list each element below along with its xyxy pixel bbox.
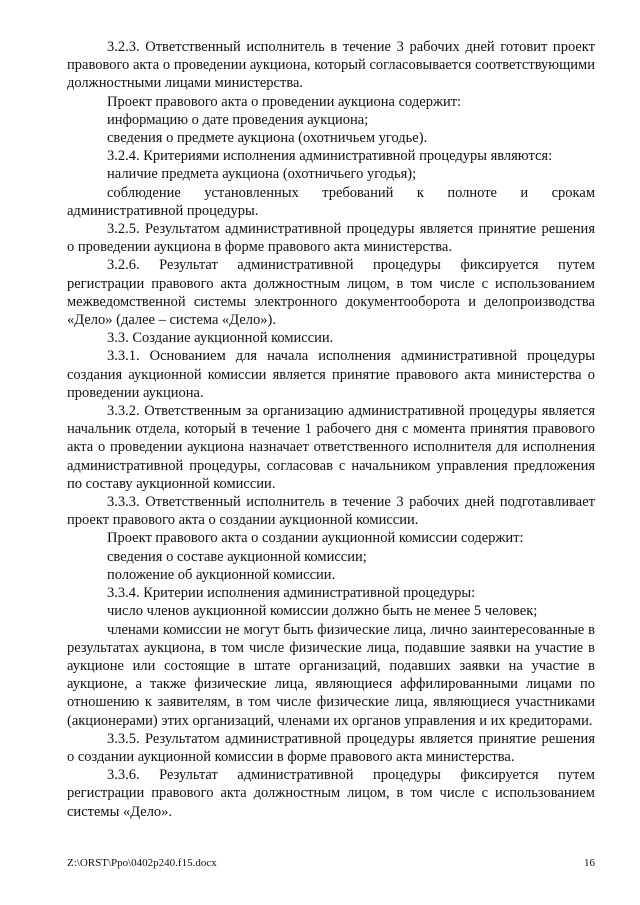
paragraph: членами комиссии не могут быть физические лица, лично заинтересованные в результатах аукциона, в том числе физические лица, подавшие заявки на участие в аукционе или состоящие в штате организаций, подавших заявки на участие в аукционе, а также физические лица, являющиеся аффилированными лицами по отношению к заявителям, в том числе физические лица, являющиеся участниками (акционерами) этих организаций, членами их органов управления и их кредиторами. bbox=[67, 621, 595, 729]
paragraph: 3.3.4. Критерии исполнения административной процедуры: bbox=[107, 585, 476, 602]
paragraph: соблюдение установленных требований к полноте и срокам административной процедуры. bbox=[67, 184, 595, 219]
paragraph: 3.3.2. Ответственным за организацию административной процедуры является начальник отдела, который в течение 1 рабочего дня с момента принятия правового акта о проведении аукциона назначает ответственного исполнителя для исполнения административной процедуры, согласовав с начальником управления предложения по составу аукционной комиссии. bbox=[67, 403, 595, 492]
section-heading: 3.3. Создание аукционной комиссии. bbox=[107, 330, 334, 347]
page-number: 16 bbox=[584, 857, 595, 869]
paragraph: 3.2.5. Результатом административной процедуры является принятие решения о проведении аукциона в форме правового акта министерства. bbox=[67, 221, 595, 256]
paragraph: сведения о предмете аукциона (охотничьем угодье). bbox=[107, 130, 428, 147]
paragraph: 3.3.3. Ответственный исполнитель в течение 3 рабочих дней подготавливает проект правового акта о создании аукционной комиссии. bbox=[67, 494, 595, 529]
paragraph: 3.3.5. Результатом административной процедуры является принятие решения о создании аукционной комиссии в форме правового акта министерства. bbox=[67, 730, 595, 765]
paragraph: 3.2.3. Ответственный исполнитель в течение 3 рабочих дней готовит проект правового акта о проведении аукциона, который согласовывается соответствующими должностными лицами министерства. bbox=[67, 39, 595, 92]
paragraph: сведения о составе аукционной комиссии; bbox=[107, 548, 367, 565]
paragraph: 3.2.4. Критериями исполнения административной процедуры являются: bbox=[107, 148, 553, 165]
paragraph: число членов аукционной комиссии должно быть не менее 5 человек; bbox=[107, 603, 538, 620]
paragraph: Проект правового акта о проведении аукциона содержит: bbox=[107, 93, 462, 110]
paragraph: 3.3.1. Основанием для начала исполнения административной процедуры создания аукционной комиссии является принятие правового акта министерства о проведении аукциона. bbox=[67, 348, 595, 401]
paragraph: наличие предмета аукциона (охотничьего угодья); bbox=[107, 166, 417, 183]
paragraph: Проект правового акта о создании аукционной комиссии содержит: bbox=[107, 530, 524, 547]
footer-file-path: Z:\ORST\Ppo\0402p240.f15.docx bbox=[67, 857, 217, 869]
paragraph: положение об аукционной комиссии. bbox=[107, 566, 336, 583]
paragraph: информацию о дате проведения аукциона; bbox=[107, 111, 369, 128]
paragraph: 3.2.6. Результат административной процедуры фиксируется путем регистрации правового акта должностным лицом, в том числе с использованием межведомственной системы электронного документооборота и делопроизводства «Дело» (далее – система «Дело»). bbox=[67, 257, 595, 329]
document-body bbox=[67, 38, 595, 821]
paragraph: 3.3.6. Результат административной процедуры фиксируется путем регистрации правового акта должностным лицом, в том числе с использованием системы «Дело». bbox=[67, 767, 595, 820]
